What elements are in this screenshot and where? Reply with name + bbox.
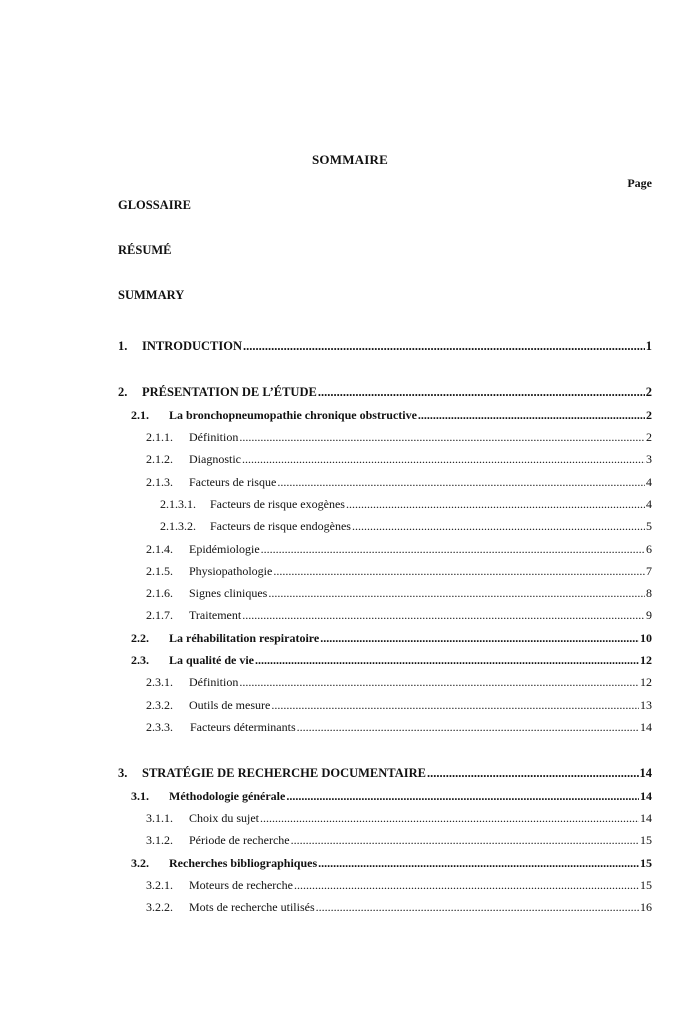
toc-entry-number: 3.2.2. [146, 900, 173, 914]
toc-entry-label: PRÉSENTATION DE L’ÉTUDE [142, 385, 317, 399]
toc-entry[interactable] [131, 408, 652, 423]
toc-entry-label: Méthodologie générale [169, 789, 286, 803]
toc-entry-label: Traitement [189, 608, 242, 622]
toc-entry-page: 4 [646, 497, 652, 511]
toc-entry-page: 2 [646, 430, 652, 444]
toc-leader-dots [271, 698, 639, 713]
toc-entry-number: 3.1.2. [146, 833, 173, 847]
toc-leader-dots [418, 408, 645, 423]
toc-entry-label: Physiopathologie [189, 564, 273, 578]
toc-entry-page: 9 [646, 608, 652, 622]
toc-entry-label: Diagnostic [189, 452, 241, 466]
toc-entry-number: 2.1.4. [146, 542, 173, 556]
toc-entry[interactable] [146, 811, 652, 826]
toc-entry-page: 1 [645, 339, 652, 353]
toc-glossaire[interactable]: GLOSSAIRE [118, 198, 191, 212]
toc-entry[interactable] [118, 766, 652, 781]
toc-entry-label: Signes cliniques [189, 586, 268, 600]
toc-entry-number: 2.1.5. [146, 564, 173, 578]
toc-entry-number: 2.1.3.2. [160, 519, 196, 533]
toc-entry-label: Epidémiologie [189, 542, 260, 556]
toc-entry[interactable] [160, 519, 652, 534]
toc-resume[interactable]: RÉSUMÉ [118, 243, 172, 257]
toc-entry-label: La réhabilitation respiratoire [169, 631, 320, 645]
toc-entry[interactable] [146, 720, 652, 735]
toc-entry-page: 8 [646, 586, 652, 600]
toc-entry-page: 14 [639, 766, 652, 780]
toc-entry-number: 2.3. [131, 653, 149, 667]
toc-entry-label: STRATÉGIE DE RECHERCHE DOCUMENTAIRE [142, 766, 426, 780]
toc-entry[interactable] [131, 856, 652, 871]
toc-leader-dots [242, 452, 645, 467]
toc-leader-dots [346, 497, 645, 512]
toc-entry-page: 7 [646, 564, 652, 578]
toc-entry[interactable] [131, 653, 652, 668]
toc-entry[interactable] [146, 564, 652, 579]
toc-entry-number: 2. [118, 385, 128, 399]
toc-entry[interactable] [146, 900, 652, 915]
toc-entry-page: 14 [640, 720, 652, 734]
toc-summary[interactable]: SUMMARY [118, 288, 185, 302]
toc-entry[interactable] [146, 698, 652, 713]
toc-entry-label: Mots de recherche utilisés [189, 900, 315, 914]
toc-entry-number: 2.1.2. [146, 452, 173, 466]
toc-leader-dots [239, 675, 639, 690]
toc-leader-dots [352, 519, 645, 534]
toc-entry-page: 15 [640, 878, 652, 892]
toc-leader-dots [316, 900, 639, 915]
toc-entry-page: 6 [646, 542, 652, 556]
toc-entry-page: 12 [640, 653, 652, 667]
toc-entry-label: Facteurs de risque exogènes [210, 497, 345, 511]
toc-entry[interactable] [146, 430, 652, 445]
toc-entry-label: Définition [189, 430, 239, 444]
toc-leader-dots [277, 475, 645, 490]
toc-entry[interactable] [146, 586, 652, 601]
toc-entry-number: 2.3.2. [146, 698, 173, 712]
toc-entry-page: 16 [640, 900, 652, 914]
toc-entry[interactable] [146, 542, 652, 557]
toc-entry[interactable] [146, 475, 652, 490]
toc-leader-dots [427, 766, 639, 781]
toc-leader-dots [291, 833, 639, 848]
toc-entry-label: La qualité de vie [169, 653, 255, 667]
toc-entry-label: Facteurs déterminants [190, 720, 296, 734]
document-title: SOMMAIRE [312, 152, 388, 167]
toc-entry-label: Outils de mesure [189, 698, 271, 712]
toc-entry-page: 4 [646, 475, 652, 489]
toc-entry-page: 14 [640, 789, 652, 803]
toc-entry[interactable] [146, 675, 652, 690]
toc-entry-number: 3.2.1. [146, 878, 173, 892]
toc-entry[interactable] [146, 608, 652, 623]
toc-entry-label: INTRODUCTION [142, 339, 243, 353]
toc-leader-dots [320, 631, 639, 646]
toc-entry-label: La bronchopneumopathie chronique obstructive [169, 408, 417, 422]
toc-entry-page: 3 [646, 452, 652, 466]
toc-entry-number: 2.1.7. [146, 608, 173, 622]
toc-entry-label: Recherches bibliographiques [169, 856, 318, 870]
toc-leader-dots [260, 811, 639, 826]
toc-leader-dots [243, 339, 645, 354]
toc-entry-label: Facteurs de risque [189, 475, 277, 489]
toc-entry-number: 1. [118, 339, 128, 353]
toc-entry-number: 2.1.3. [146, 475, 173, 489]
toc-entry[interactable] [146, 833, 652, 848]
toc-leader-dots [239, 430, 645, 445]
toc-entry-page: 14 [640, 811, 652, 825]
toc-entry-label: Facteurs de risque endogènes [210, 519, 351, 533]
toc-leader-dots [273, 564, 645, 579]
toc-entry-number: 3.1. [131, 789, 149, 803]
toc-entry-number: 2.1.3.1. [160, 497, 196, 511]
toc-leader-dots [255, 653, 639, 668]
toc-entry-number: 2.3.1. [146, 675, 173, 689]
toc-entry-number: 3. [118, 766, 128, 780]
toc-entry-label: Définition [189, 675, 239, 689]
toc-entry-number: 2.1.6. [146, 586, 173, 600]
page-column-header: Page [627, 176, 652, 190]
toc-entry-label: Période de recherche [189, 833, 290, 847]
toc-entry-page: 5 [646, 519, 652, 533]
toc-entry-number: 3.1.1. [146, 811, 173, 825]
toc-entry-number: 2.1.1. [146, 430, 173, 444]
toc-entry-number: 2.3.3. [146, 720, 173, 734]
toc-entry-number: 2.2. [131, 631, 149, 645]
toc-entry[interactable] [146, 452, 652, 467]
toc-entry-page: 2 [646, 408, 652, 422]
toc-leader-dots [318, 856, 639, 871]
toc-entry-label: Moteurs de recherche [189, 878, 293, 892]
toc-entry-page: 15 [640, 856, 652, 870]
toc-entry-page: 2 [645, 385, 652, 399]
toc-entry-page: 10 [640, 631, 652, 645]
toc-entry[interactable] [131, 789, 652, 804]
toc-leader-dots [286, 789, 639, 804]
toc-leader-dots [318, 385, 645, 400]
toc-entry-label: Choix du sujet [189, 811, 260, 825]
toc-entry[interactable] [118, 385, 652, 400]
toc-leader-dots [294, 878, 639, 893]
toc-entry-number: 3.2. [131, 856, 149, 870]
toc-leader-dots [261, 542, 645, 557]
toc-entry-page: 12 [640, 675, 652, 689]
toc-leader-dots [297, 720, 639, 735]
toc-leader-dots [242, 608, 645, 623]
toc-leader-dots [268, 586, 645, 601]
toc-entry-page: 15 [640, 833, 652, 847]
toc-entry-page: 13 [640, 698, 652, 712]
toc-entry-number: 2.1. [131, 408, 149, 422]
toc-entry[interactable] [146, 878, 652, 893]
toc-entry[interactable] [131, 631, 652, 646]
toc-entry[interactable] [118, 339, 652, 354]
toc-entry[interactable] [160, 497, 652, 512]
